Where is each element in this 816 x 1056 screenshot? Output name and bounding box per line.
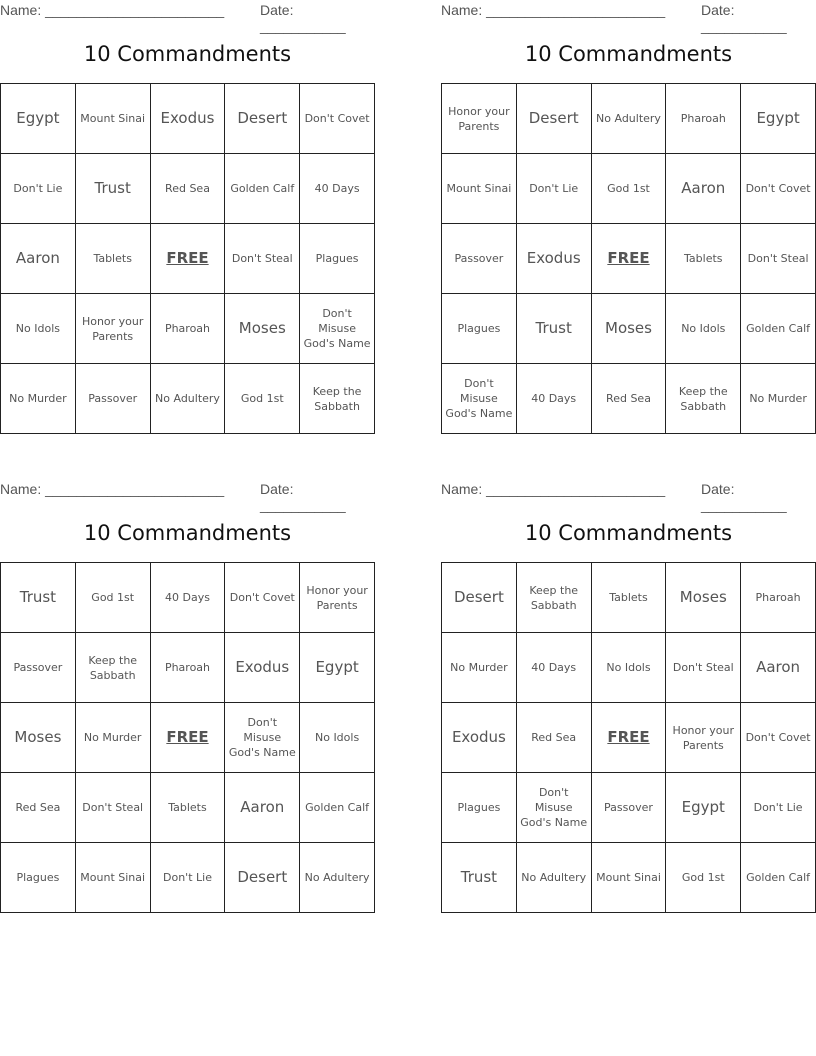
bingo-cell: Don't Steal — [225, 224, 300, 294]
bingo-cell: Honor your Parents — [666, 703, 741, 773]
bingo-cell: Plagues — [442, 294, 517, 364]
bingo-cell: Plagues — [442, 773, 517, 843]
bingo-cell: Don't Covet — [225, 563, 300, 633]
bingo-grid — [441, 83, 816, 434]
bingo-cell: God 1st — [592, 154, 667, 224]
bingo-cell: No Murder — [442, 633, 517, 703]
bingo-cell: Golden Calf — [741, 294, 816, 364]
card-header — [441, 2, 816, 34]
bingo-cell: Egypt — [1, 84, 76, 154]
name-field-label: Name: _______________________ — [441, 2, 666, 18]
bingo-grid — [0, 83, 375, 434]
bingo-cell: Moses — [666, 563, 741, 633]
bingo-cell: No Adultery — [592, 84, 667, 154]
bingo-cell: No Idols — [1, 294, 76, 364]
bingo-cell: Keep the Sabbath — [517, 563, 592, 633]
card-title: 10 Commandments — [524, 42, 733, 66]
bingo-cell: Red Sea — [1, 773, 76, 843]
bingo-cell: Trust — [1, 563, 76, 633]
bingo-cell: Desert — [442, 563, 517, 633]
bingo-cell: Don't Misuse God's Name — [517, 773, 592, 843]
bingo-cell: Keep the Sabbath — [76, 633, 151, 703]
card-title: 10 Commandments — [83, 521, 292, 545]
bingo-cell: 40 Days — [517, 633, 592, 703]
card-header — [0, 2, 375, 34]
card-header — [0, 481, 375, 513]
bingo-cell: Tablets — [666, 224, 741, 294]
bingo-cell: Passover — [76, 364, 151, 434]
bingo-cell: 40 Days — [151, 563, 226, 633]
free-space-cell: FREE — [151, 703, 226, 773]
bingo-cell: Tablets — [592, 563, 667, 633]
bingo-cell: Plagues — [300, 224, 375, 294]
date-field-label: Date: ___________ — [260, 481, 346, 513]
date-field-label: Date: ___________ — [701, 2, 787, 34]
bingo-cell: Red Sea — [592, 364, 667, 434]
date-field-label: Date: ___________ — [260, 2, 346, 34]
name-field-label: Name: _______________________ — [0, 481, 225, 497]
bingo-cell: Egypt — [741, 84, 816, 154]
card-header — [441, 481, 816, 513]
bingo-cell: Exodus — [151, 84, 226, 154]
bingo-cell: Aaron — [741, 633, 816, 703]
bingo-cell: Exodus — [442, 703, 517, 773]
bingo-cell: Don't Misuse God's Name — [442, 364, 517, 434]
bingo-cell: Keep the Sabbath — [666, 364, 741, 434]
bingo-cell: Don't Covet — [741, 154, 816, 224]
bingo-cell: Passover — [1, 633, 76, 703]
bingo-grid — [0, 562, 375, 913]
bingo-cell: Don't Misuse God's Name — [300, 294, 375, 364]
bingo-cell: Don't Lie — [1, 154, 76, 224]
bingo-cell: Red Sea — [151, 154, 226, 224]
bingo-cell: Don't Covet — [300, 84, 375, 154]
bingo-cell: No Adultery — [300, 843, 375, 913]
bingo-cell: 40 Days — [300, 154, 375, 224]
bingo-cell: Honor your Parents — [442, 84, 517, 154]
bingo-cell: 40 Days — [517, 364, 592, 434]
bingo-cell: Exodus — [517, 224, 592, 294]
bingo-cell: God 1st — [76, 563, 151, 633]
bingo-cell: Desert — [517, 84, 592, 154]
free-space-cell: FREE — [151, 224, 226, 294]
bingo-cell: Egypt — [300, 633, 375, 703]
bingo-grid — [441, 562, 816, 913]
bingo-cell: Passover — [592, 773, 667, 843]
bingo-cell: Tablets — [76, 224, 151, 294]
bingo-cell: Plagues — [1, 843, 76, 913]
name-field-label: Name: _______________________ — [441, 481, 666, 497]
date-field-label: Date: ___________ — [701, 481, 787, 513]
bingo-cell: Egypt — [666, 773, 741, 843]
name-field-label: Name: _______________________ — [0, 2, 225, 18]
bingo-cell: Honor your Parents — [300, 563, 375, 633]
bingo-cell: No Murder — [1, 364, 76, 434]
card-title: 10 Commandments — [83, 42, 292, 66]
bingo-cell: Don't Steal — [666, 633, 741, 703]
bingo-cell: Don't Steal — [76, 773, 151, 843]
bingo-cell: Exodus — [225, 633, 300, 703]
bingo-cell: Aaron — [225, 773, 300, 843]
bingo-cell: Don't Misuse God's Name — [225, 703, 300, 773]
bingo-cell: Moses — [592, 294, 667, 364]
bingo-cell: Mount Sinai — [76, 84, 151, 154]
bingo-cell: Don't Lie — [517, 154, 592, 224]
bingo-cell: Mount Sinai — [442, 154, 517, 224]
bingo-cell: Honor your Parents — [76, 294, 151, 364]
bingo-cell: No Adultery — [517, 843, 592, 913]
bingo-cell: Pharoah — [151, 294, 226, 364]
bingo-cell: Trust — [442, 843, 517, 913]
bingo-cell: Desert — [225, 843, 300, 913]
bingo-cell: Golden Calf — [300, 773, 375, 843]
bingo-cell: Pharoah — [666, 84, 741, 154]
bingo-cell: Moses — [1, 703, 76, 773]
bingo-cell: Trust — [76, 154, 151, 224]
bingo-cell: Pharoah — [151, 633, 226, 703]
bingo-cell: Desert — [225, 84, 300, 154]
bingo-cell: Trust — [517, 294, 592, 364]
bingo-cell: Red Sea — [517, 703, 592, 773]
bingo-cell: Aaron — [666, 154, 741, 224]
bingo-cell: Keep the Sabbath — [300, 364, 375, 434]
bingo-cell: No Adultery — [151, 364, 226, 434]
bingo-cell: No Idols — [300, 703, 375, 773]
bingo-cell: Don't Lie — [151, 843, 226, 913]
free-space-cell: FREE — [592, 224, 667, 294]
card-title: 10 Commandments — [524, 521, 733, 545]
bingo-cell: Aaron — [1, 224, 76, 294]
bingo-cell: Golden Calf — [741, 843, 816, 913]
bingo-cell: God 1st — [666, 843, 741, 913]
bingo-cell: Don't Steal — [741, 224, 816, 294]
bingo-cell: Moses — [225, 294, 300, 364]
bingo-cell: Mount Sinai — [592, 843, 667, 913]
bingo-cell: Tablets — [151, 773, 226, 843]
bingo-cell: Passover — [442, 224, 517, 294]
bingo-cell: Golden Calf — [225, 154, 300, 224]
free-space-cell: FREE — [592, 703, 667, 773]
bingo-cell: Mount Sinai — [76, 843, 151, 913]
bingo-cell: Don't Lie — [741, 773, 816, 843]
bingo-cell: No Idols — [592, 633, 667, 703]
bingo-cell: God 1st — [225, 364, 300, 434]
bingo-cell: Pharoah — [741, 563, 816, 633]
bingo-cell: No Idols — [666, 294, 741, 364]
bingo-cell: No Murder — [76, 703, 151, 773]
bingo-cell: Don't Covet — [741, 703, 816, 773]
bingo-cell: No Murder — [741, 364, 816, 434]
